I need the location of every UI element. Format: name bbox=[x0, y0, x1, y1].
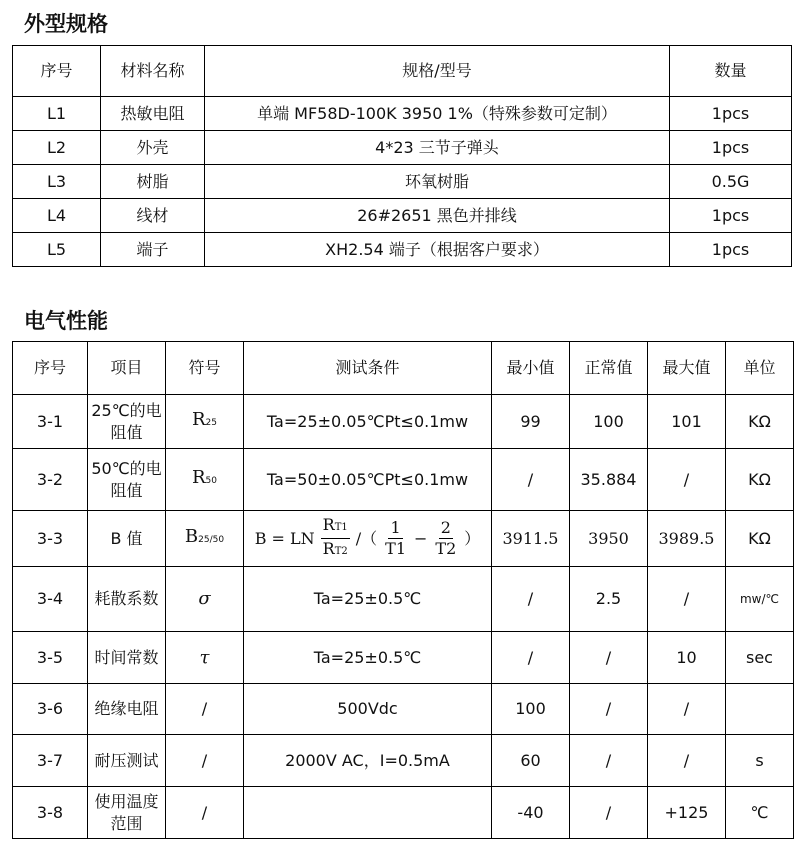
elec-no: 3-7 bbox=[13, 735, 88, 787]
elec-header-cell: 单位 bbox=[726, 342, 794, 395]
spec-header-cell: 规格/型号 bbox=[205, 46, 670, 97]
elec-no: 3-6 bbox=[13, 684, 88, 735]
elec-item: 绝缘电阻 bbox=[88, 684, 166, 735]
spec-cell: 1pcs bbox=[670, 131, 792, 165]
elec-unit bbox=[726, 684, 794, 735]
elec-item: 50℃的电阻值 bbox=[88, 449, 166, 511]
b-value-formula: B = LN $\frac{RT1}{RT2}$ /（ $\frac{1}{T1}$ − $\frac{2}{T2}$ ） bbox=[254, 515, 481, 558]
electrical-table bbox=[12, 341, 794, 839]
elec-max: / bbox=[648, 567, 726, 632]
elec-header-row bbox=[13, 342, 794, 395]
elec-header-cell: 符号 bbox=[166, 342, 244, 395]
spec-row bbox=[13, 97, 792, 131]
elec-unit: ℃ bbox=[726, 787, 794, 839]
elec-typ: 2.5 bbox=[570, 567, 648, 632]
elec-symbol: / bbox=[166, 684, 244, 735]
spec-cell: 4*23 三节子弹头 bbox=[205, 131, 670, 165]
elec-min: / bbox=[492, 632, 570, 684]
elec-condition: Ta=25±0.05℃Pt≤0.1mw bbox=[244, 395, 492, 449]
spec-header-cell: 数量 bbox=[670, 46, 792, 97]
elec-header-cell: 正常值 bbox=[570, 342, 648, 395]
elec-item: 时间常数 bbox=[88, 632, 166, 684]
elec-no: 3-5 bbox=[13, 632, 88, 684]
spec-cell: 0.5G bbox=[670, 165, 792, 199]
spec-cell: 树脂 bbox=[101, 165, 205, 199]
elec-row bbox=[13, 511, 794, 567]
spec-cell: 环氧树脂 bbox=[205, 165, 670, 199]
elec-max: / bbox=[648, 735, 726, 787]
elec-typ: / bbox=[570, 632, 648, 684]
elec-condition: Ta=50±0.05℃Pt≤0.1mw bbox=[244, 449, 492, 511]
elec-condition bbox=[244, 511, 492, 567]
elec-min: 60 bbox=[492, 735, 570, 787]
elec-header-cell: 序号 bbox=[13, 342, 88, 395]
elec-max: / bbox=[648, 684, 726, 735]
section-title-electrical: 电气性能 bbox=[24, 309, 108, 333]
spec-header-cell: 序号 bbox=[13, 46, 101, 97]
elec-unit: sec bbox=[726, 632, 794, 684]
elec-typ: 3950 bbox=[570, 511, 648, 567]
elec-unit: KΩ bbox=[726, 449, 794, 511]
elec-condition bbox=[244, 787, 492, 839]
spec-cell: 外壳 bbox=[101, 131, 205, 165]
elec-header-cell: 测试条件 bbox=[244, 342, 492, 395]
elec-no: 3-2 bbox=[13, 449, 88, 511]
elec-min: / bbox=[492, 567, 570, 632]
elec-item: B 值 bbox=[88, 511, 166, 567]
elec-symbol: / bbox=[166, 735, 244, 787]
elec-typ: / bbox=[570, 787, 648, 839]
elec-typ: 35.884 bbox=[570, 449, 648, 511]
elec-symbol: / bbox=[166, 787, 244, 839]
spec-row bbox=[13, 233, 792, 267]
elec-no: 3-1 bbox=[13, 395, 88, 449]
spec-row bbox=[13, 199, 792, 233]
spec-cell: L5 bbox=[13, 233, 101, 267]
spec-cell: 26#2651 黑色并排线 bbox=[205, 199, 670, 233]
elec-header-cell: 最大值 bbox=[648, 342, 726, 395]
elec-max: +125 bbox=[648, 787, 726, 839]
spec-cell: 单端 MF58D-100K 3950 1%（特殊参数可定制） bbox=[205, 97, 670, 131]
elec-max: / bbox=[648, 449, 726, 511]
elec-min: / bbox=[492, 449, 570, 511]
spec-cell: L1 bbox=[13, 97, 101, 131]
section-title-appearance: 外型规格 bbox=[24, 12, 108, 36]
elec-no: 3-4 bbox=[13, 567, 88, 632]
elec-typ: 100 bbox=[570, 395, 648, 449]
elec-row bbox=[13, 684, 794, 735]
elec-item: 25℃的电阻值 bbox=[88, 395, 166, 449]
spec-cell: 端子 bbox=[101, 233, 205, 267]
elec-no: 3-3 bbox=[13, 511, 88, 567]
elec-header-cell: 最小值 bbox=[492, 342, 570, 395]
elec-row bbox=[13, 787, 794, 839]
elec-min: 100 bbox=[492, 684, 570, 735]
elec-symbol: B25/50 bbox=[166, 511, 244, 567]
elec-row bbox=[13, 395, 794, 449]
spec-header-row bbox=[13, 46, 792, 97]
elec-typ: / bbox=[570, 735, 648, 787]
elec-row bbox=[13, 632, 794, 684]
elec-symbol: R25 bbox=[166, 395, 244, 449]
elec-min: 3911.5 bbox=[492, 511, 570, 567]
spec-table bbox=[12, 45, 792, 267]
spec-cell: 1pcs bbox=[670, 97, 792, 131]
elec-row bbox=[13, 735, 794, 787]
elec-max: 3989.5 bbox=[648, 511, 726, 567]
spec-cell: 1pcs bbox=[670, 233, 792, 267]
spec-cell: 1pcs bbox=[670, 199, 792, 233]
elec-min: 99 bbox=[492, 395, 570, 449]
elec-symbol: σ bbox=[166, 567, 244, 632]
elec-typ: / bbox=[570, 684, 648, 735]
elec-item: 使用温度范围 bbox=[88, 787, 166, 839]
spec-row bbox=[13, 165, 792, 199]
elec-header-cell: 项目 bbox=[88, 342, 166, 395]
elec-symbol: τ bbox=[166, 632, 244, 684]
elec-condition: 2000V AC，I=0.5mA bbox=[244, 735, 492, 787]
spec-cell: L4 bbox=[13, 199, 101, 233]
elec-max: 10 bbox=[648, 632, 726, 684]
elec-row bbox=[13, 567, 794, 632]
spec-cell: L2 bbox=[13, 131, 101, 165]
elec-unit: KΩ bbox=[726, 511, 794, 567]
elec-condition: Ta=25±0.5℃ bbox=[244, 567, 492, 632]
elec-condition: 500Vdc bbox=[244, 684, 492, 735]
spec-cell: XH2.54 端子（根据客户要求） bbox=[205, 233, 670, 267]
elec-max: 101 bbox=[648, 395, 726, 449]
elec-symbol: R50 bbox=[166, 449, 244, 511]
elec-unit: s bbox=[726, 735, 794, 787]
elec-unit: KΩ bbox=[726, 395, 794, 449]
elec-unit: mw/℃ bbox=[726, 567, 794, 632]
spec-cell: L3 bbox=[13, 165, 101, 199]
elec-row bbox=[13, 449, 794, 511]
elec-no: 3-8 bbox=[13, 787, 88, 839]
spec-header-cell: 材料名称 bbox=[101, 46, 205, 97]
elec-min: -40 bbox=[492, 787, 570, 839]
spec-cell: 线材 bbox=[101, 199, 205, 233]
elec-item: 耗散系数 bbox=[88, 567, 166, 632]
spec-cell: 热敏电阻 bbox=[101, 97, 205, 131]
spec-row bbox=[13, 131, 792, 165]
elec-condition: Ta=25±0.5℃ bbox=[244, 632, 492, 684]
elec-item: 耐压测试 bbox=[88, 735, 166, 787]
